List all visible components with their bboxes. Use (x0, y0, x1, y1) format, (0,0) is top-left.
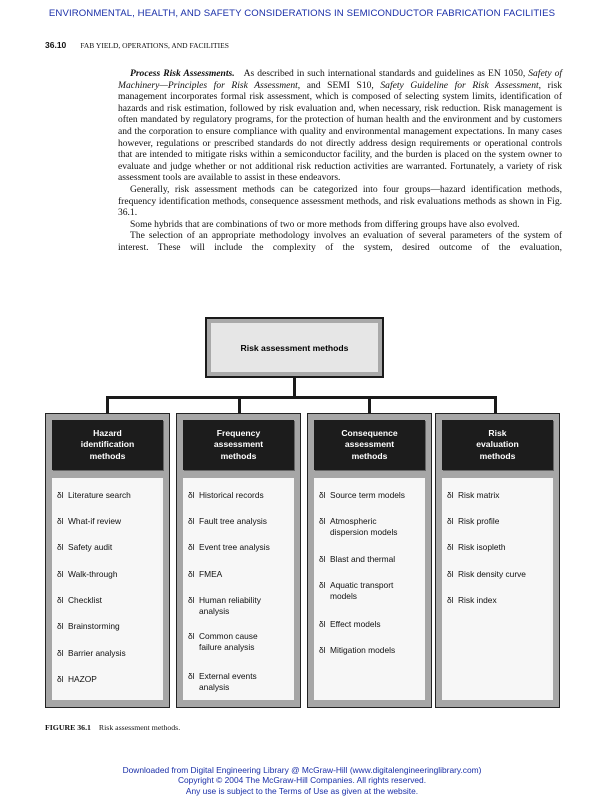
list-item: δl Human reliability analysis (188, 595, 261, 617)
column-header: Frequency assessment methods (183, 420, 294, 470)
column-consequence-assessment (307, 413, 432, 708)
footer-terms: Any use is subject to the Terms of Use as given at the website. (185, 785, 419, 796)
list-item: δl Aquatic transport models (319, 580, 394, 602)
connector-drop (368, 396, 371, 413)
paragraph-title: Process Risk Assessments. (130, 68, 235, 79)
column-list (442, 478, 553, 700)
root-node-label: Risk assessment methods (211, 323, 378, 372)
list-item: δl Safety audit (57, 542, 113, 552)
list-item: δl Risk index (447, 595, 497, 605)
paragraph-selection: The selection of an appropriate methodology involves an evaluation of several parameters of the system of interest. These will include the complexity of the system, desired outcome of the evaluation, (118, 230, 562, 253)
paragraph-hybrids: Some hybrids that are combinations of two or more methods from differing groups have also evolved. (130, 218, 520, 230)
figure-caption (45, 723, 180, 732)
list-item: δl Common cause failure analysis (188, 631, 258, 653)
figure-caption-text: Risk assessment methods. (98, 723, 181, 732)
connector-drop (238, 396, 241, 413)
page-number: 36.10 (45, 40, 67, 50)
column-header: Risk evaluation methods (442, 420, 553, 470)
running-header: ENVIRONMENTAL, HEALTH, AND SAFETY CONSIDERATIONS IN SEMICONDUCTOR FABRICATION FACILITIES (48, 8, 556, 19)
column-header: Hazard identification methods (52, 420, 163, 470)
list-item: δl Literature search (57, 490, 131, 500)
figure-label: FIGURE 36.1 (45, 723, 91, 732)
list-item: δl Walk-through (57, 569, 118, 579)
list-item: δl What-if review (57, 516, 122, 526)
body-text (118, 68, 562, 254)
list-item: δl HAZOP (57, 674, 97, 684)
list-item: δl Brainstorming (57, 621, 120, 631)
paragraph-categories: Generally, risk assessment methods can be categorized into four groups—hazard identification methods, frequency identification methods, consequence assessment methods, and risk evaluations methods as shown in Fig. 36.1. (118, 183, 562, 219)
connector-bar (106, 396, 497, 399)
list-item: δl Blast and thermal (319, 554, 396, 564)
list-item: δl Risk profile (447, 516, 500, 526)
list-item: δl Fault tree analysis (188, 516, 267, 526)
connector-drop (106, 396, 109, 413)
list-item: δl Risk isopleth (447, 542, 506, 552)
list-item: δl Effect models (319, 619, 381, 629)
list-item: δl Risk density curve (447, 569, 526, 579)
footer (0, 765, 604, 796)
footer-copyright: Copyright © 2004 The McGraw-Hill Companies. All rights reserved. (177, 775, 427, 786)
connector-stem (293, 378, 296, 398)
list-item: δl Atmospheric dispersion models (319, 516, 398, 538)
column-list (314, 478, 425, 700)
column-frequency-assessment (176, 413, 301, 708)
list-item: δl FMEA (188, 569, 223, 579)
page-header (45, 40, 229, 50)
list-item: δl Checklist (57, 595, 102, 605)
column-risk-evaluation (435, 413, 560, 708)
root-node-box (205, 317, 384, 378)
footer-download-link[interactable]: Downloaded from Digital Engineering Library @ McGraw-Hill (www.digitalengineeringlibrary.com) (122, 765, 482, 775)
list-item: δl External events analysis (188, 671, 257, 693)
paragraph-process-risk: Process Risk Assessments. As described in such international standards and guidelines as EN 1050, Safety of Machinery—Principles for Risk Assessment, and SEMI S10, Safety Guideline for Risk Assessment, risk management incorporates formal risk assessment, which is composed of selecting system limits, identification of hazards and risk estimation, followed by risk evaluation and, when necessary, risk reduction. Risk management is often mandated by regulatory programs, for the protection of human health and the environment and by customers and the corporation to ensure compliance with quality and environmental management expectations. In many cases however, regulations or prescribed standards do not directly address design requirements or operational controls that are intended to mitigate risks within a semiconductor facility, and the burden is placed on the system owner to evaluate and judge whether or not additional risk reduction activities are warranted. Fortunately, a variety of risk assessment tools are available to assist in these endeavors. (118, 68, 563, 184)
connector-drop (494, 396, 497, 413)
list-item: δl Barrier analysis (57, 648, 126, 658)
column-header: Consequence assessment methods (314, 420, 425, 470)
column-list (52, 478, 163, 700)
column-list (183, 478, 294, 700)
list-item: δl Historical records (188, 490, 264, 500)
column-hazard-identification (45, 413, 170, 708)
chapter-title: FAB YIELD, OPERATIONS, AND FACILITIES (80, 41, 229, 50)
list-item: δl Risk matrix (447, 490, 500, 500)
list-item: δl Mitigation models (319, 645, 396, 655)
list-item: δl Event tree analysis (188, 542, 270, 552)
list-item: δl Source term models (319, 490, 405, 500)
